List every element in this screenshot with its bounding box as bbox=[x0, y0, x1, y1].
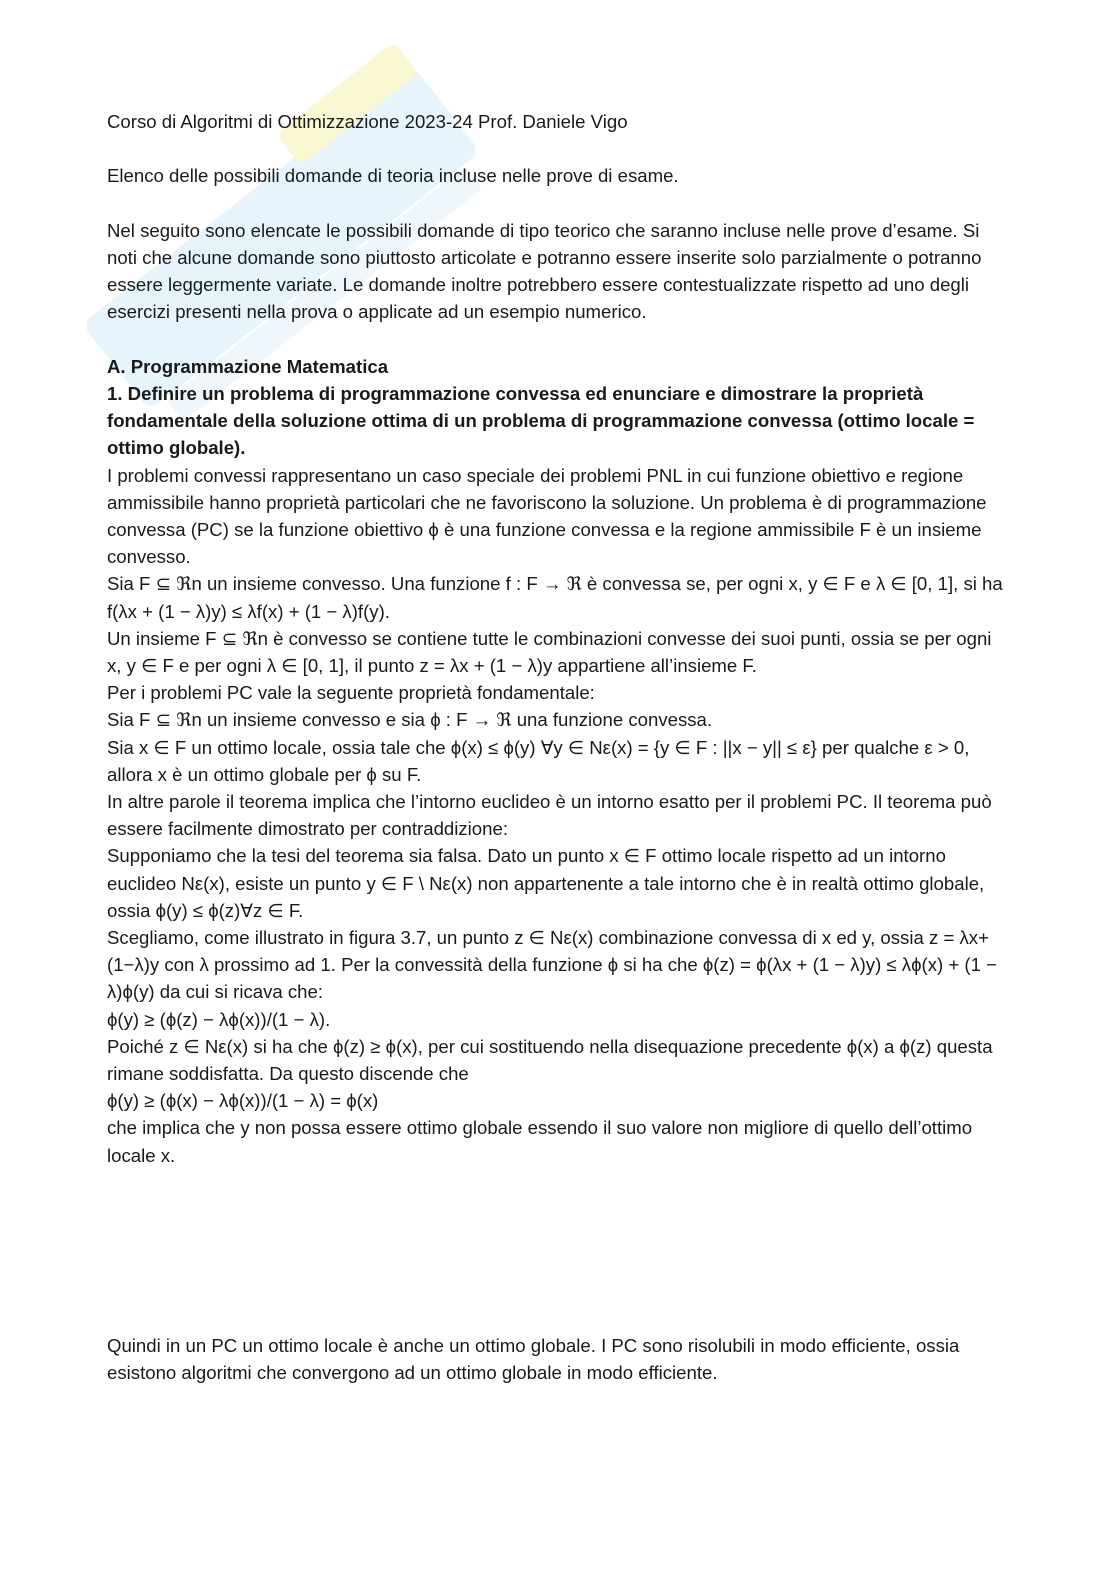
body-paragraph: che implica che y non possa essere ottimo globale essendo il suo valore non migliore di quello dell’ottimo locale x. bbox=[107, 1117, 973, 1166]
formula-line: ϕ(y) ≥ (ϕ(z) − λϕ(x))/(1 − λ). bbox=[107, 1008, 331, 1030]
body-paragraph: I problemi convessi rappresentano un caso speciale dei problemi PNL in cui funzione obiettivo e regione ammissibile hanno proprietà particolari che ne favoriscono la soluzione. Un problema è di programmazione convessa (PC) se la funzione obiettivo ϕ è una funzione convessa e la regione ammissibile F è un insieme convesso. bbox=[107, 464, 987, 568]
question-title: 1. Definire un problema di programmazione convessa ed enunciare e dimostrare la proprietà fondamentale della soluzione ottima di un problema di programmazione convessa (ottimo locale = ottimo globale). bbox=[107, 382, 975, 459]
body-paragraph: Supponiamo che la tesi del teorema sia falsa. Dato un punto x ∈ F ottimo locale rispetto ad un intorno euclideo Nε(x), esiste un punto y ∈ F \ Nε(x) non appartenente a tale intorno che è in realtà ottimo globale, ossia ϕ(y) ≤ ϕ(z)∀z ∈ F. bbox=[107, 845, 985, 921]
body-paragraph: Poiché z ∈ Nε(x) si ha che ϕ(z) ≥ ϕ(x), per cui sostituendo nella disequazione precedente ϕ(x) a ϕ(z) questa rimane soddisfatta. Da questo discende che bbox=[107, 1035, 993, 1085]
body-paragraph: Sia x ∈ F un ottimo locale, ossia tale che ϕ(x) ≤ ϕ(y) ∀y ∈ Nε(x) = {y ∈ F : ||x − y|| ≤ ε} per qualche ε > 0, allora x è un ottimo globale per ϕ su F. bbox=[107, 736, 970, 785]
body-paragraph: Sia F ⊆ ℜn un insieme convesso. Una funzione f : F → ℜ è convessa se, per ogni x, y ∈ F e λ ∈ [0, 1], si ha f(λx + (1 − λ)y) ≤ λf(x) + (1 − λ)f(y). bbox=[107, 573, 1003, 622]
document-subtitle: Elenco delle possibili domande di teoria incluse nelle prove di esame. bbox=[107, 165, 679, 187]
course-line: Corso di Algoritmi di Ottimizzazione 2023-24 Prof. Daniele Vigo bbox=[107, 111, 628, 132]
body-paragraph: Per i problemi PC vale la seguente proprietà fondamentale: bbox=[107, 682, 595, 704]
body-paragraph: In altre parole il teorema implica che l’intorno euclideo è un intorno esatto per il problemi PC. Il teorema può essere facilmente dimostrato per contraddizione: bbox=[107, 791, 992, 840]
intro-paragraph: Nel seguito sono elencate le possibili domande di tipo teorico che saranno incluse nelle prove d’esame. Si noti che alcune domande sono piuttosto articolate e potranno essere inserite solo parzialmente o potranno essere leggermente variate. Le domande inoltre potrebbero essere contestualizzate rispetto ad uno degli esercizi presenti nella prova o applicate ad un esempio numerico. bbox=[107, 219, 982, 323]
section-title: A. Programmazione Matematica bbox=[107, 355, 389, 377]
figure-placeholder bbox=[107, 1169, 1007, 1332]
body-paragraph: Scegliamo, come illustrato in figura 3.7, un punto z ∈ Nε(x) combinazione convessa di x ed y, ossia z = λx+(1−λ)y con λ prossimo ad 1. Per la convessità della funzione ϕ si ha che ϕ(z) = ϕ(λx + (1 − λ)y) ≤ λϕ(x) + (1 − λ)ϕ(y) da cui si ricava che: bbox=[107, 927, 997, 1003]
document-body bbox=[107, 108, 1007, 1386]
body-paragraph: Un insieme F ⊆ ℜn è convesso se contiene tutte le combinazioni convesse dei suoi punti, ossia se per ogni x, y ∈ F e per ogni λ ∈ [0, 1], il punto z = λx + (1 − λ)y appartiene all’insieme F. bbox=[107, 627, 992, 677]
conclusion-paragraph: Quindi in un PC un ottimo locale è anche un ottimo globale. I PC sono risolubili in modo efficiente, ossia esistono algoritmi che convergono ad un ottimo globale in modo efficiente. bbox=[107, 1334, 960, 1384]
body-paragraph: Sia F ⊆ ℜn un insieme convesso e sia ϕ : F → ℜ una funzione convessa. bbox=[107, 709, 713, 731]
formula-line: ϕ(y) ≥ (ϕ(x) − λϕ(x))/(1 − λ) = ϕ(x) bbox=[107, 1090, 379, 1112]
